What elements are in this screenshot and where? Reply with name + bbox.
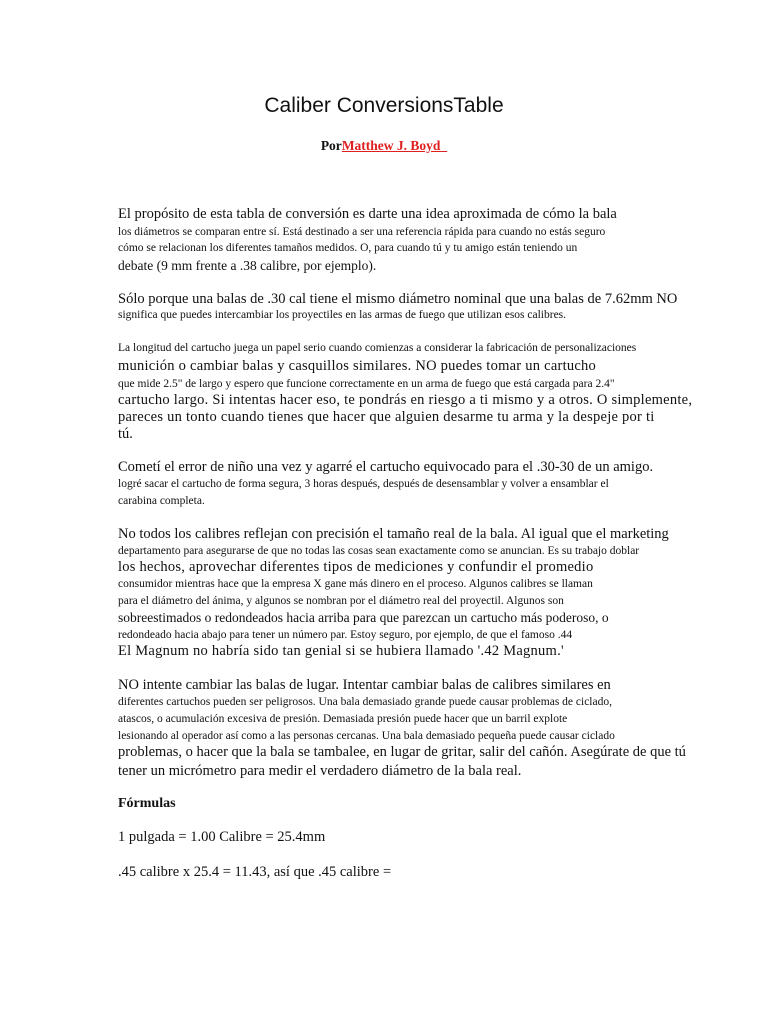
- paragraph-2-line: significa que puedes intercambiar los proyectiles en las armas de fuego que utilizan esos calibres.: [118, 309, 567, 321]
- paragraph-6-line: problemas, o hacer que la bala se tambalee, en lugar de gritar, salir del cañón. Asegúrate de que tú: [118, 744, 686, 760]
- page-title: Caliber ConversionsTable: [264, 94, 504, 117]
- paragraph-6-line: atascos, o acumulación excesiva de presión. Demasiada presión puede hacer que un barril explote: [118, 713, 568, 725]
- author-link-trailing-space[interactable]: [440, 138, 447, 153]
- paragraph-4-line: carabina completa.: [118, 495, 205, 507]
- paragraph-5-line: para el diámetro del ánima, y algunos se nombran por el diámetro real del proyectil. Algunos son: [118, 595, 564, 607]
- paragraph-3-line: pareces un tonto cuando tienes que hacer que alguien desarme tu arma y la despeje por ti: [118, 409, 655, 425]
- byline-prefix: Por: [320, 138, 342, 153]
- paragraph-6-line: diferentes cartuchos pueden ser peligrosos. Una bala demasiado grande puede causar problemas de ciclado,: [118, 696, 612, 708]
- paragraph-6-line: lesionando al operador así como a las personas cercanas. Una bala demasiado pequeña puede causar ciclado: [118, 730, 615, 742]
- paragraph-5-line: No todos los calibres reflejan con precisión el tamaño real de la bala. Al igual que el marketing: [118, 526, 669, 542]
- paragraph-1-line: debate (9 mm frente a .38 calibre, por ejemplo).: [118, 258, 377, 273]
- paragraph-5-line: departamento para asegurarse de que no todas las cosas sean exactamente como se anuncian. Es su trabajo doblar: [118, 545, 640, 557]
- paragraph-5-line: sobreestimados o redondeados hacia arriba para que parezcan un cartucho más poderoso, o: [118, 610, 609, 625]
- paragraph-5-line: los hechos, aprovechar diferentes tipos de mediciones y confundir el promedio: [118, 559, 594, 575]
- paragraph-6-line: tener un micrómetro para medir el verdadero diámetro de la bala real.: [118, 763, 522, 779]
- paragraph-3-line: La longitud del cartucho juega un papel serio cuando comienzas a considerar la fabricación de personalizaciones: [118, 342, 637, 354]
- formula-line: 1 pulgada = 1.00 Calibre = 25.4mm: [118, 829, 326, 845]
- author-link[interactable]: Matthew J. Boyd: [341, 138, 441, 153]
- paragraph-5-line: redondeado hacia abajo para tener un número par. Estoy seguro, por ejemplo, de que el famoso .44: [118, 629, 573, 641]
- paragraph-2-line: Sólo porque una balas de .30 cal tiene el mismo diámetro nominal que una balas de 7.62mm NO: [118, 291, 678, 307]
- paragraph-1-line: cómo se relacionan los diferentes tamaños medidos. O, para cuando tú y tu amigo están teniendo un: [118, 242, 578, 254]
- formulas-heading: Fórmulas: [118, 796, 176, 811]
- paragraph-1-line: El propósito de esta tabla de conversión es darte una idea aproximada de cómo la bala: [118, 206, 617, 222]
- paragraph-5-line: consumidor mientras hace que la empresa X gane más dinero en el proceso. Algunos calibres se llaman: [118, 578, 593, 590]
- formula-line: .45 calibre x 25.4 = 11.43, así que .45 calibre =: [118, 864, 392, 880]
- paragraph-6-line: NO intente cambiar las balas de lugar. Intentar cambiar balas de calibres similares en: [118, 677, 611, 693]
- paragraph-1-line: los diámetros se comparan entre sí. Está destinado a ser una referencia rápida para cuando no estás seguro: [118, 226, 606, 238]
- paragraph-3-line: cartucho largo. Si intentas hacer eso, te pondrás en riesgo a ti mismo y a otros. O simplemente,: [118, 392, 693, 408]
- paragraph-4-line: Cometí el error de niño una vez y agarré el cartucho equivocado para el .30-30 de un amigo.: [118, 459, 654, 475]
- paragraph-3-line: que mide 2.5" de largo y espero que funcione correctamente en un arma de fuego que está cargada para 2.4": [118, 378, 615, 390]
- byline: [0, 138, 768, 154]
- paragraph-3-line: munición o cambiar balas y casquillos similares. NO puedes tomar un cartucho: [118, 358, 597, 374]
- paragraph-4-line: logré sacar el cartucho de forma segura, 3 horas después, después de desensamblar y volver a ensamblar el: [118, 478, 609, 490]
- paragraph-5-line: El Magnum no habría sido tan genial si se hubiera llamado '.42 Magnum.': [118, 643, 564, 659]
- paragraph-3-line: tú.: [118, 426, 133, 442]
